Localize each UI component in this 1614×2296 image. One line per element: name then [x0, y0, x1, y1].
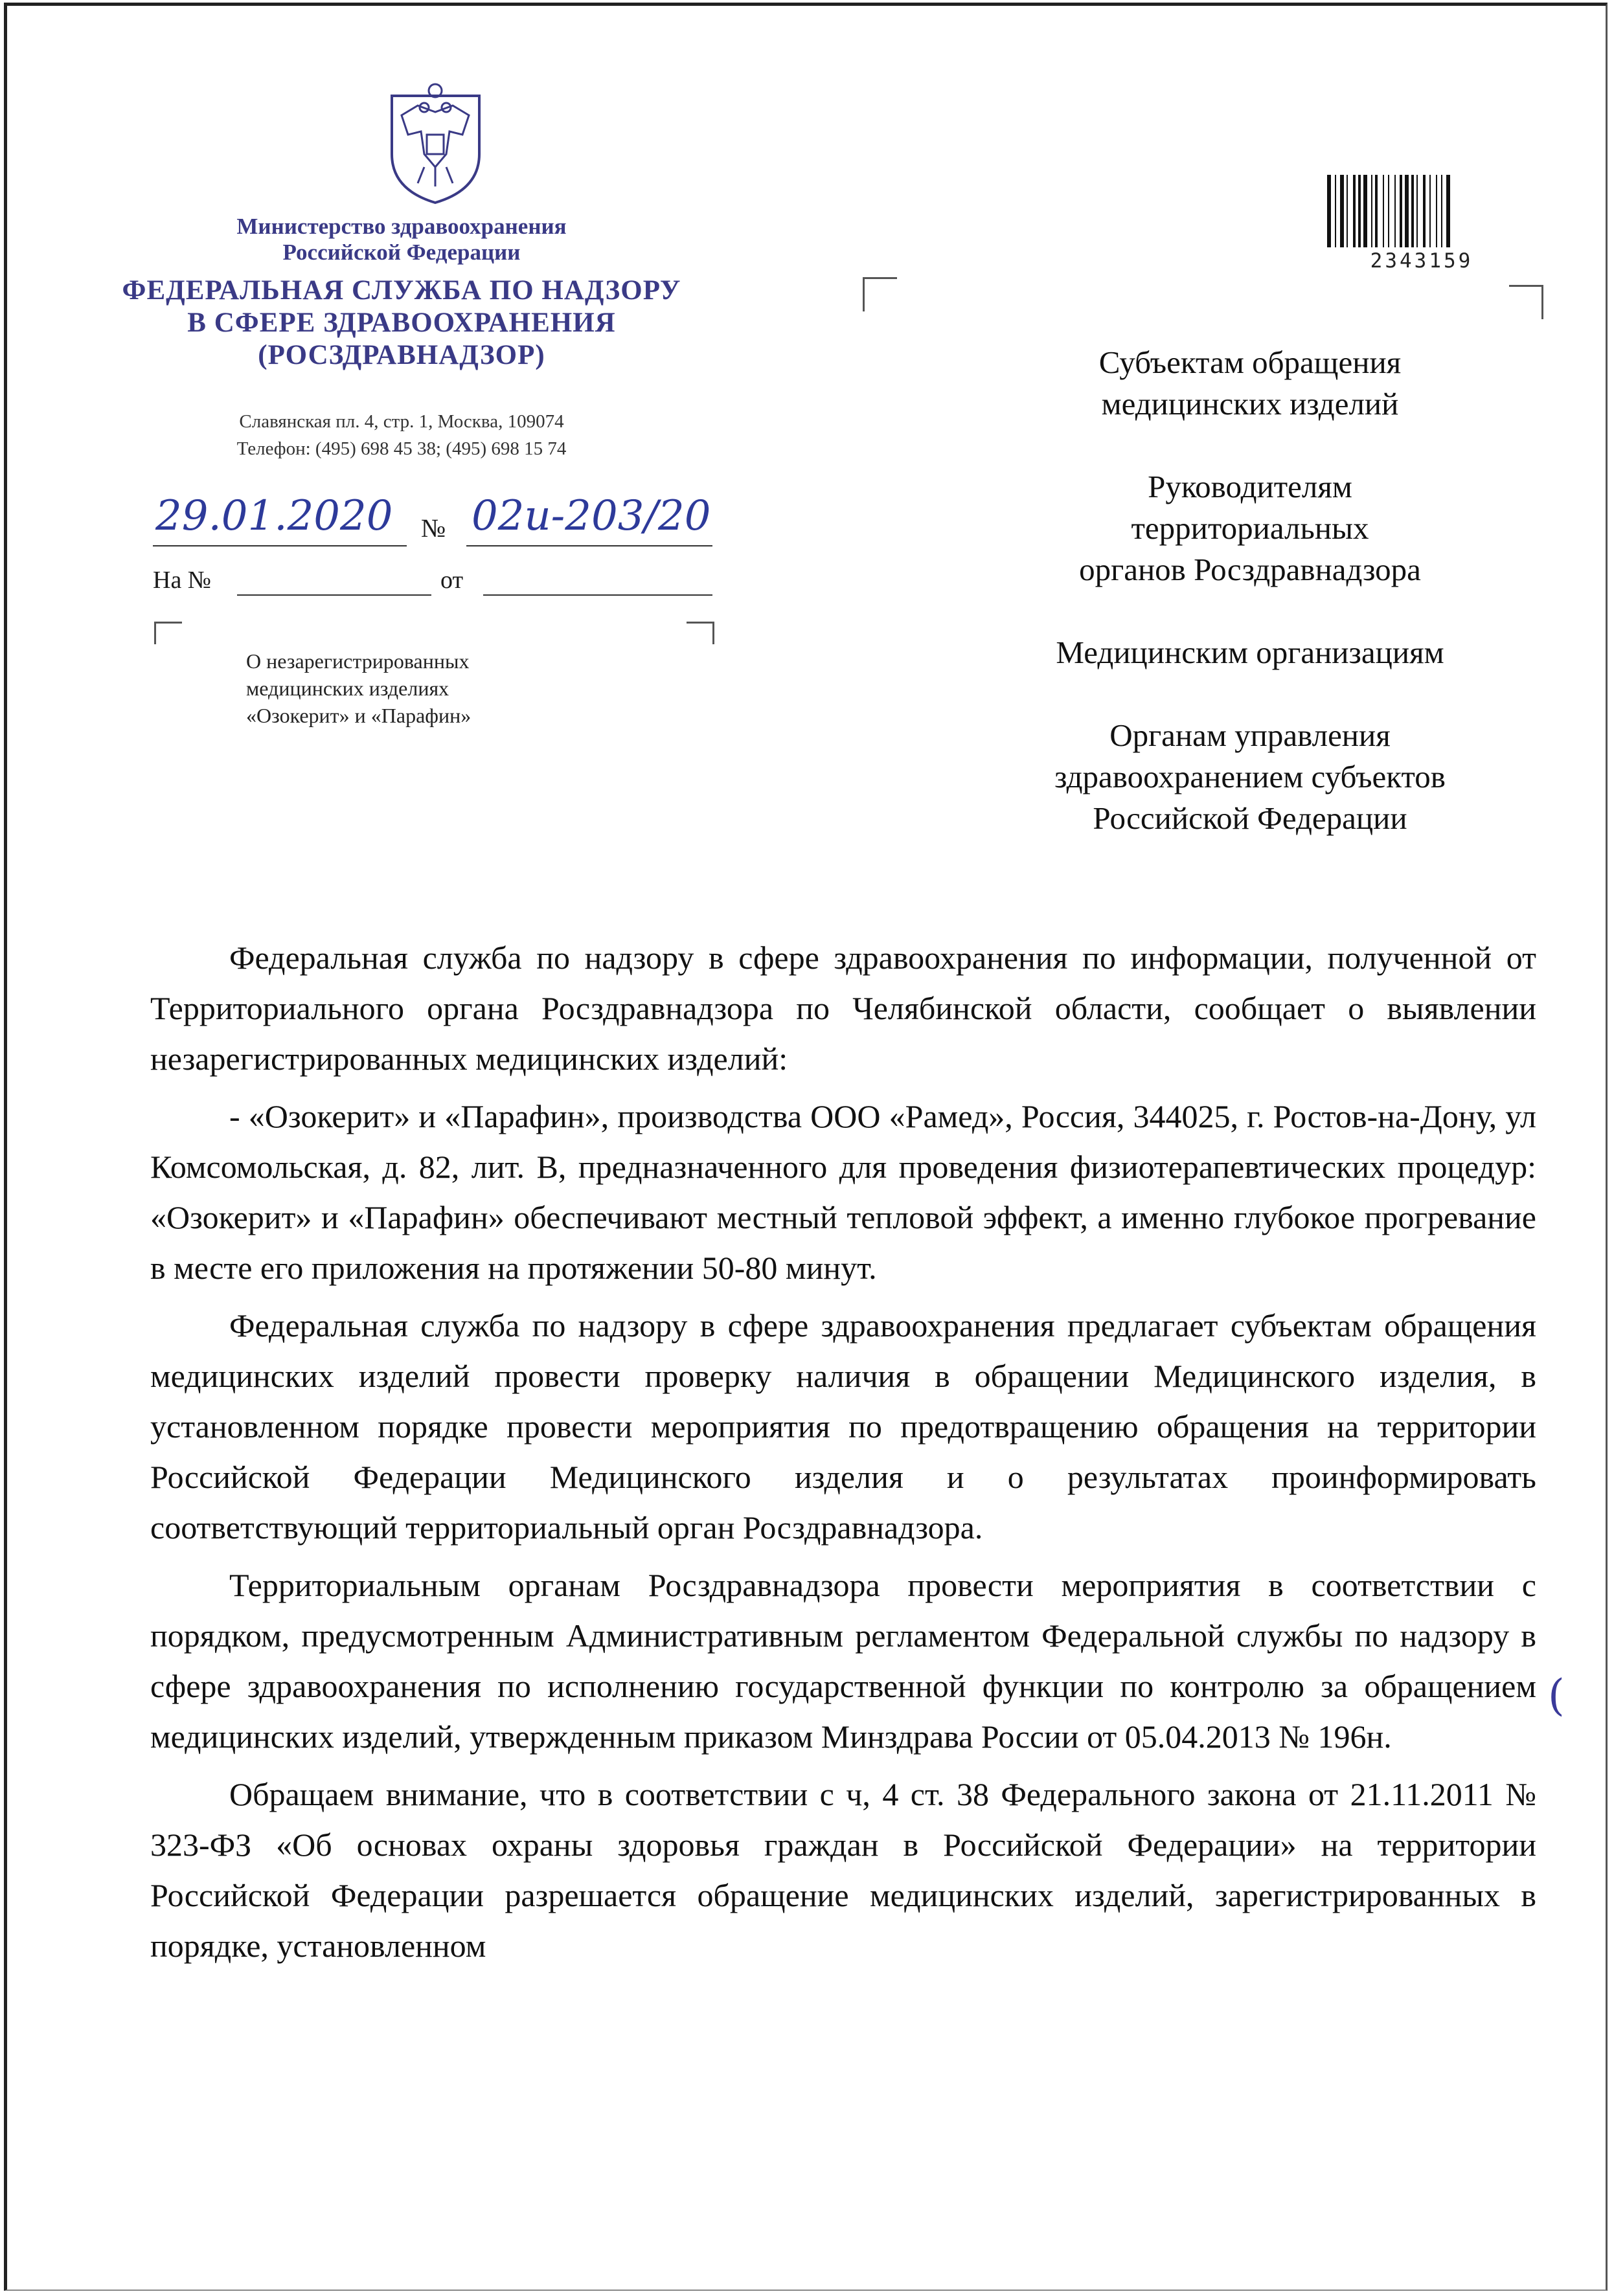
barcode-bar — [1411, 175, 1414, 247]
barcode-bar — [1441, 175, 1442, 247]
addressee-bracket-right — [1509, 285, 1543, 319]
addressee-line: Медицинским организациям — [1056, 635, 1444, 670]
ref-from-label: от — [440, 567, 464, 594]
coat-of-arms-emblem — [379, 76, 492, 206]
ministry-line-2: Российской Федерации — [282, 240, 521, 265]
addressee-line: органов Росздравнадзора — [1079, 552, 1421, 587]
addressee-group-1 — [959, 342, 1541, 425]
barcode-bar — [1436, 175, 1437, 247]
addressee-line: Российской Федерации — [1093, 800, 1407, 836]
barcode-bar — [1353, 175, 1356, 247]
addressee-line: Субъектам обращения — [1098, 344, 1402, 380]
addressee-group-3 — [959, 632, 1541, 673]
addressee-line: Органам управления — [1109, 717, 1391, 753]
body-paragraph-1: Федеральная служба по надзору в сфере здравоохранения по информации, полученной от Территориального органа Росздравнадзора по Челябинской области, сообщает о выявлении незарегистрированных медицинских изделий: — [150, 940, 1536, 1077]
barcode-bar — [1347, 175, 1348, 247]
addressees-block — [959, 342, 1541, 839]
barcode-image — [1324, 175, 1519, 249]
number-label: № — [421, 513, 446, 543]
ref-number-label: На № — [153, 567, 212, 594]
barcode-bar — [1394, 175, 1396, 247]
addressee-line: медицинских изделий — [1101, 386, 1399, 422]
addressee-group-4 — [959, 715, 1541, 839]
letter-body — [150, 932, 1536, 1978]
subject-line-1: О незарегистрированных — [246, 649, 470, 673]
addressee-line: территориальных — [1131, 510, 1369, 546]
body-paragraph-4: Территориальным органам Росздравнадзора провести мероприятия в соответствии с порядком, предусмотренным Административным регламентом Федеральной службы по надзору в сфере здравоохранения по исполнению государственной функции по контролю за обращением медицинских изделий, утвержденным приказом Минздрава России от 05.04.2013 № 196н. — [150, 1567, 1536, 1755]
barcode-bar — [1400, 175, 1402, 247]
body-paragraph-3: Федеральная служба по надзору в сфере здравоохранения предлагает субъектам обращения медицинских изделий провести проверку наличия в обращении Медицинского изделия, в установленном порядке провести мероприятия по предотвращению обращения на территории Российской Федерации Медицинского изделия и о результатах проинформировать соответствующий территориальный орган Росздравнадзора. — [150, 1307, 1536, 1546]
barcode-bar — [1363, 175, 1367, 247]
addressee-line: Руководителям — [1148, 469, 1352, 504]
addressee-group-2 — [959, 466, 1541, 591]
barcode-bar — [1375, 175, 1378, 247]
number-underline — [466, 545, 712, 546]
subject-line-3: «Озокерит» и «Парафин» — [246, 704, 472, 727]
body-paragraph-2: - «Озокерит» и «Парафин», производства ООО «Рамед», Россия, 344025, г. Ростов-на-Дону, ул Комсомольская, д. 82, лит. В, предназначенного для проведения физиотерапевтических процедур: «Озокерит» и «Парафин» обеспечивают местный тепловой эффект, а именно глубокое прогревание в месте его приложения на протяжении 50-80 минут. — [150, 1098, 1536, 1286]
subject-line-2: медицинских изделиях — [246, 677, 449, 700]
barcode-bar — [1423, 175, 1426, 247]
address-line: Славянская пл. 4, стр. 1, Москва, 109074 — [239, 411, 564, 432]
barcode-bar — [1383, 175, 1384, 247]
barcode-bar — [1340, 175, 1344, 247]
barcode-bar — [1335, 175, 1336, 247]
barcode-bar — [1327, 175, 1331, 247]
barcode-bar — [1429, 175, 1431, 247]
service-line-2: В СФЕРЕ ЗДРАВООХРАНЕНИЯ — [187, 308, 616, 338]
addressee-bracket-left — [863, 277, 897, 311]
ministry-line-1: Министерство здравоохранения — [236, 214, 567, 239]
registration-number: 02и-203/20 — [472, 492, 711, 540]
ref-number-line — [237, 594, 431, 596]
margin-handwritten-mark: ( — [1548, 1671, 1565, 1720]
ministry-name — [117, 214, 687, 265]
barcode-bar — [1358, 175, 1361, 247]
date-underline — [153, 545, 407, 546]
service-address — [117, 408, 687, 462]
barcode-bar — [1371, 175, 1372, 247]
ref-from-line — [483, 594, 712, 596]
barcode-bar — [1446, 175, 1450, 247]
barcode-bar — [1388, 175, 1389, 247]
phone-line: Телефон: (495) 698 45 38; (495) 698 15 74 — [236, 438, 567, 459]
addressee-line: здравоохранением субъектов — [1054, 759, 1446, 794]
service-line-1: ФЕДЕРАЛЬНАЯ СЛУЖБА ПО НАДЗОРУ — [122, 275, 681, 306]
letter-subject — [246, 647, 471, 729]
barcode-number: 2343159 — [1370, 249, 1473, 273]
service-line-3: (РОСЗДРАВНАДЗОР) — [258, 340, 545, 370]
barcode-bar — [1416, 175, 1418, 247]
subject-bracket-right — [687, 622, 714, 644]
subject-bracket-left — [154, 622, 182, 644]
barcode-bar — [1405, 175, 1409, 247]
service-name — [117, 275, 687, 372]
body-paragraph-5: Обращаем внимание, что в соответствии с ч, 4 ст. 38 Федерального закона от 21.11.2011 № 323-ФЗ «Об основах охраны здоровья граждан в Российской Федерации» на территории Российской Федерации разрешается обращение медицинских изделий, зарегистрированных в порядке, установленном — [150, 1776, 1536, 1964]
registration-date: 29.01.2020 — [155, 492, 393, 540]
